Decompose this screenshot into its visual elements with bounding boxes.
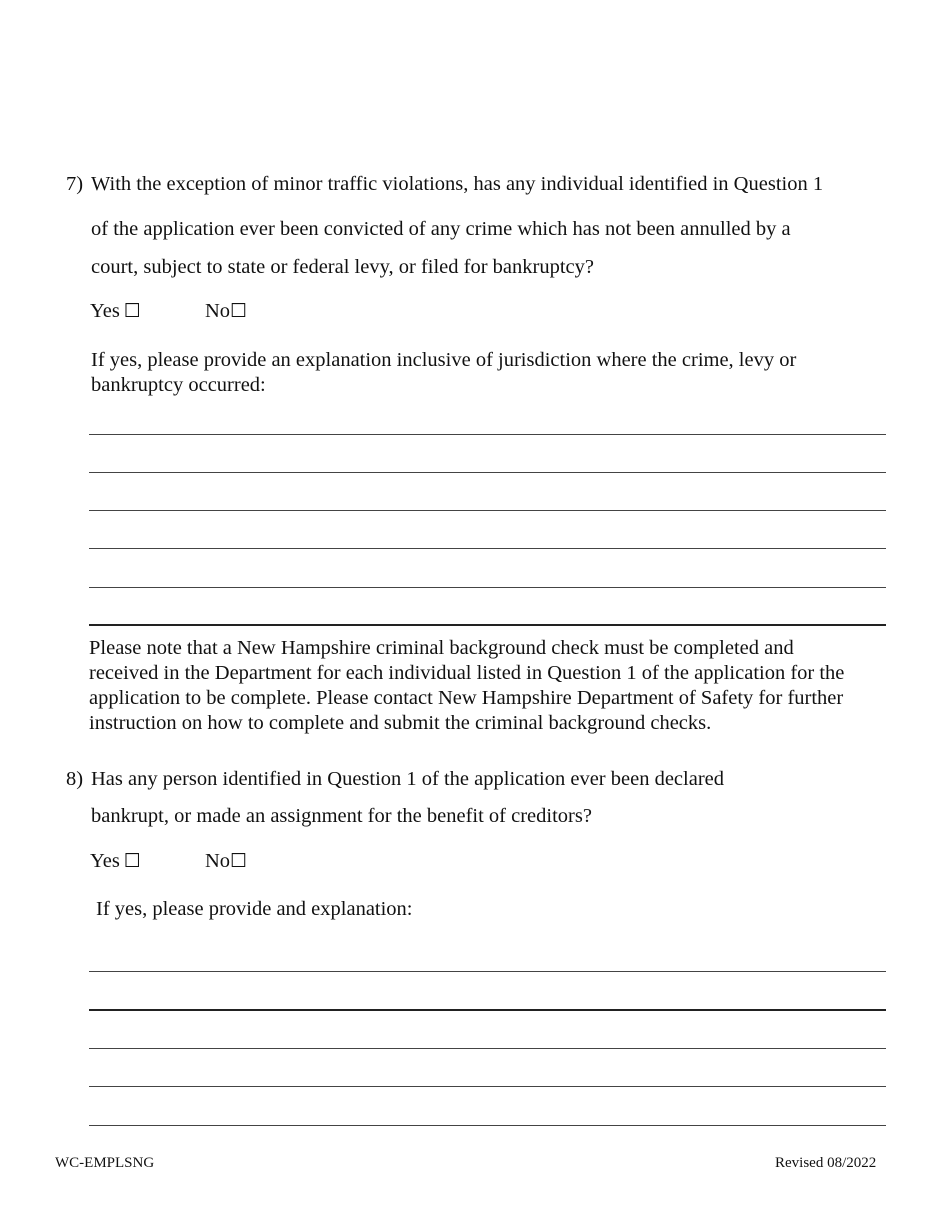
background-check-notice <box>89 636 909 736</box>
question-7-no-option[interactable] <box>205 300 247 323</box>
question-7-yes-label: Yes <box>90 300 120 322</box>
question-7-text-line-2: of the application ever been convicted of any crime which has not been annulled by a <box>91 218 791 240</box>
question-7-explanation-line-2: bankruptcy occurred: <box>91 374 266 396</box>
question-8-answer-line[interactable] <box>89 971 886 972</box>
question-7-text-line-1: With the exception of minor traffic violations, has any individual identified in Question 1 <box>91 173 824 195</box>
question-8-yes-checkbox[interactable]: ☐ <box>123 850 141 872</box>
notice-line-3: application to be complete. Please contact New Hampshire Department of Safety for further <box>89 687 844 709</box>
question-7-yes-option[interactable] <box>90 300 141 323</box>
question-7-answer-line[interactable] <box>89 472 886 473</box>
question-7-explanation-line-1: If yes, please provide an explanation inclusive of jurisdiction where the crime, levy or <box>91 349 797 371</box>
question-8-explanation-prompt: If yes, please provide and explanation: <box>96 898 413 920</box>
question-8-answer-line[interactable] <box>89 1125 886 1126</box>
question-8-answer-line[interactable] <box>89 1086 886 1087</box>
question-8-no-option[interactable] <box>205 850 247 873</box>
question-7-text-line-3: court, subject to state or federal levy, or filed for bankruptcy? <box>91 256 595 278</box>
question-8-answer-line[interactable] <box>89 1009 886 1011</box>
notice-line-1: Please note that a New Hampshire criminal background check must be completed and <box>89 637 794 659</box>
notice-line-4: instruction on how to complete and submit the criminal background checks. <box>89 712 712 734</box>
question-8-answer-line[interactable] <box>89 1048 886 1049</box>
question-7-no-label: No <box>205 300 231 322</box>
question-7-answer-line[interactable] <box>89 434 886 435</box>
question-7-yes-checkbox[interactable]: ☐ <box>123 300 141 322</box>
question-8-yes-label: Yes <box>90 850 120 872</box>
footer-revision-date: Revised 08/2022 <box>775 1155 877 1171</box>
footer-form-id: WC-EMPLSNG <box>55 1155 155 1171</box>
question-7-number: 7) <box>66 173 84 195</box>
question-7-answer-line[interactable] <box>89 624 886 626</box>
question-8-no-label: No <box>205 850 231 872</box>
question-7-explanation-prompt <box>91 348 796 398</box>
question-8-no-checkbox[interactable]: ☐ <box>230 850 248 872</box>
question-7-answer-line[interactable] <box>89 548 886 549</box>
notice-line-2: received in the Department for each individual listed in Question 1 of the application for the <box>89 662 845 684</box>
question-8-text-line-1: Has any person identified in Question 1 of the application ever been declared <box>91 768 724 790</box>
question-8-text-line-2: bankrupt, or made an assignment for the benefit of creditors? <box>91 805 592 827</box>
question-7-no-checkbox[interactable]: ☐ <box>230 300 248 322</box>
question-8-number: 8) <box>66 768 84 790</box>
question-7-answer-line[interactable] <box>89 510 886 511</box>
question-8-yes-option[interactable] <box>90 850 141 873</box>
question-7-answer-line[interactable] <box>89 587 886 588</box>
